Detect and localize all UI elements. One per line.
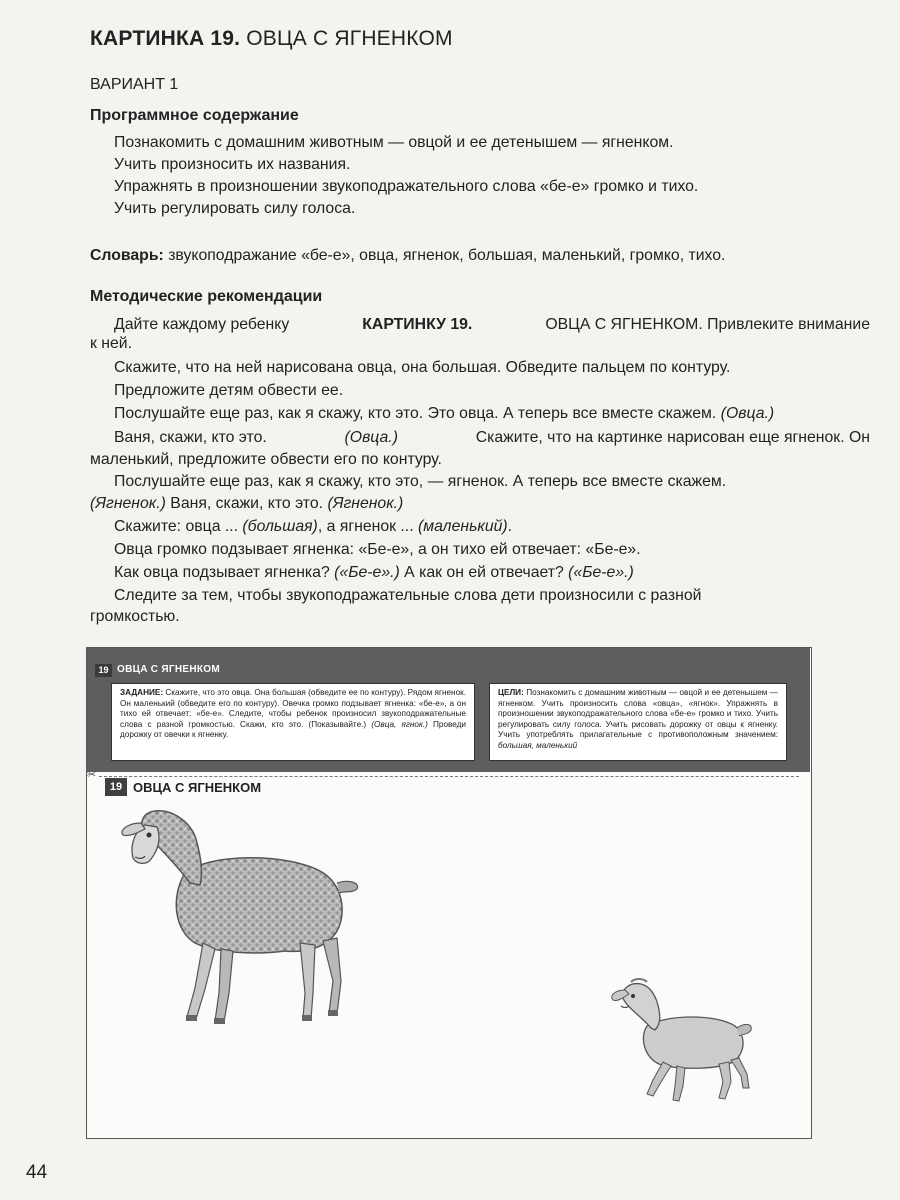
goals-text: Познакомить с домашним животным — овцой и ее детенышем — ягненком. Учить произносить слова «овца», «ягнок». Упражнять в произношении звукоподражательного слова «бе-е» громко и тихо. Учить регулировать силу голоса. Учить рисовать дорожку от овцы к ягненку. Учить употреблять прилагательные с противоположным значением: — [498, 688, 778, 740]
vocabulary — [90, 245, 725, 267]
sheep-illustration — [115, 803, 365, 1033]
program-line: Учить регулировать силу голоса. — [114, 200, 356, 217]
scissors-icon: ✂ — [87, 769, 97, 781]
program-line: Упражнять в произношении звукоподражательного слова «бе-е» громко и тихо. — [114, 178, 699, 195]
methods-line: громкостью. — [90, 608, 180, 625]
goals-label: ЦЕЛИ: — [498, 688, 524, 697]
methods-line: Предложите детям обвести ее. — [114, 382, 344, 399]
methods-line: Послушайте еще раз, как я скажу, кто это, — ягненок. А теперь все вместе скажем. — [114, 473, 727, 490]
answer-italic: (Овца.) — [720, 405, 775, 422]
methods-line: к ней. — [90, 335, 133, 352]
variant-label: ВАРИАНТ 1 — [90, 76, 179, 93]
program-line: Познакомить с домашним животным — овцой и ее детенышем — ягненком. — [114, 134, 674, 151]
card-number-badge: 19 — [95, 664, 112, 677]
task-answer: (Овца, ягнок.) — [371, 719, 428, 729]
program-heading: Программное содержание — [90, 107, 299, 124]
text-span: КАРТИНКУ 19. — [362, 316, 473, 333]
methods-line — [114, 403, 774, 425]
answer-italic: (Ягненок.) — [90, 495, 166, 512]
text-span: Дайте каждому ребенку — [114, 316, 290, 333]
answer-italic: («Бе-е».) — [568, 564, 634, 581]
text-span: ОВЦА С ЯГНЕНКОМ. Привлеките внимание — [545, 316, 870, 333]
task-tail: Проведи дорожку от овечки к ягненку. — [120, 719, 466, 740]
methods-line — [114, 314, 870, 336]
text-span: Скажите, что на картинке нарисован еще ягненок. Он — [475, 429, 870, 446]
answer-italic: (маленький) — [417, 518, 508, 535]
methods-line: Овца громко подзывает ягненка: «Бе-е», а он тихо ей отвечает: «Бе-е». — [114, 541, 641, 558]
card-header-title: ОВЦА С ЯГНЕНКОМ — [117, 664, 220, 675]
methods-line: маленький, предложите обвести его по контуру. — [90, 451, 442, 468]
text-span: Как овца подзывает ягненка? — [114, 564, 330, 581]
methods-line — [114, 562, 634, 584]
answer-italic: (Овца.) — [344, 429, 398, 446]
cut-line — [99, 776, 799, 777]
card-number-badge-large: 19 — [105, 778, 127, 796]
title-prefix: КАРТИНКА 19. — [90, 27, 241, 50]
answer-italic: (большая) — [242, 518, 318, 535]
page-number: 44 — [26, 1162, 48, 1183]
text-span: Скажите: овца ... — [114, 518, 239, 535]
methods-line — [90, 493, 403, 515]
card-header-panel — [87, 648, 810, 772]
goals-box — [489, 683, 787, 761]
task-box — [111, 683, 475, 761]
vocabulary-text: звукоподражание «бе-е», овца, ягненок, большая, маленький, громко, тихо. — [168, 247, 726, 264]
vocabulary-label: Словарь: — [90, 247, 164, 264]
text-span: Послушайте еще раз, как я скажу, кто это. Это овца. А теперь все вместе скажем. — [114, 405, 717, 422]
answer-italic: (Ягненок.) — [327, 495, 404, 512]
title-name: ОВЦА С ЯГНЕНКОМ — [246, 27, 453, 50]
program-line: Учить произносить их названия. — [114, 156, 351, 173]
picture-card — [86, 647, 812, 1139]
methods-line: Следите за тем, чтобы звукоподражательные слова дети произносили с разной — [114, 587, 702, 604]
methods-line: Скажите, что на ней нарисована овца, она большая. Обведите пальцем по контуру. — [114, 359, 731, 376]
card-title: ОВЦА С ЯГНЕНКОМ — [133, 780, 262, 795]
lamb-illustration — [607, 976, 757, 1106]
methods-line — [114, 427, 870, 449]
goals-italic: большая, маленький — [498, 740, 578, 750]
answer-italic: («Бе-е».) — [334, 564, 400, 581]
text-span: А как он ей отвечает? — [404, 564, 564, 581]
page-title — [90, 27, 453, 51]
text-span: Ваня, скажи, кто это. — [114, 429, 267, 446]
task-label: ЗАДАНИЕ: — [120, 688, 164, 697]
text-span: , а ягненок ... — [317, 518, 414, 535]
methods-line — [114, 516, 512, 538]
task-text: Скажите, что это овца. Она большая (обведите ее по контуру). Рядом ягненок. Он маленький (обведите его по контуру). Овечка громко подзывает ягненка: «бе-е», а он тихо ей отвечает: «бе-е». Следите, чтобы ребенок произносил звукоподражательные слова с разной громкостью. Скажи, кто это. (Показывайте.) — [120, 688, 466, 729]
methods-heading: Методические рекомендации — [90, 288, 323, 305]
text-span: . — [507, 518, 513, 535]
text-span: Ваня, скажи, кто это. — [170, 495, 324, 512]
